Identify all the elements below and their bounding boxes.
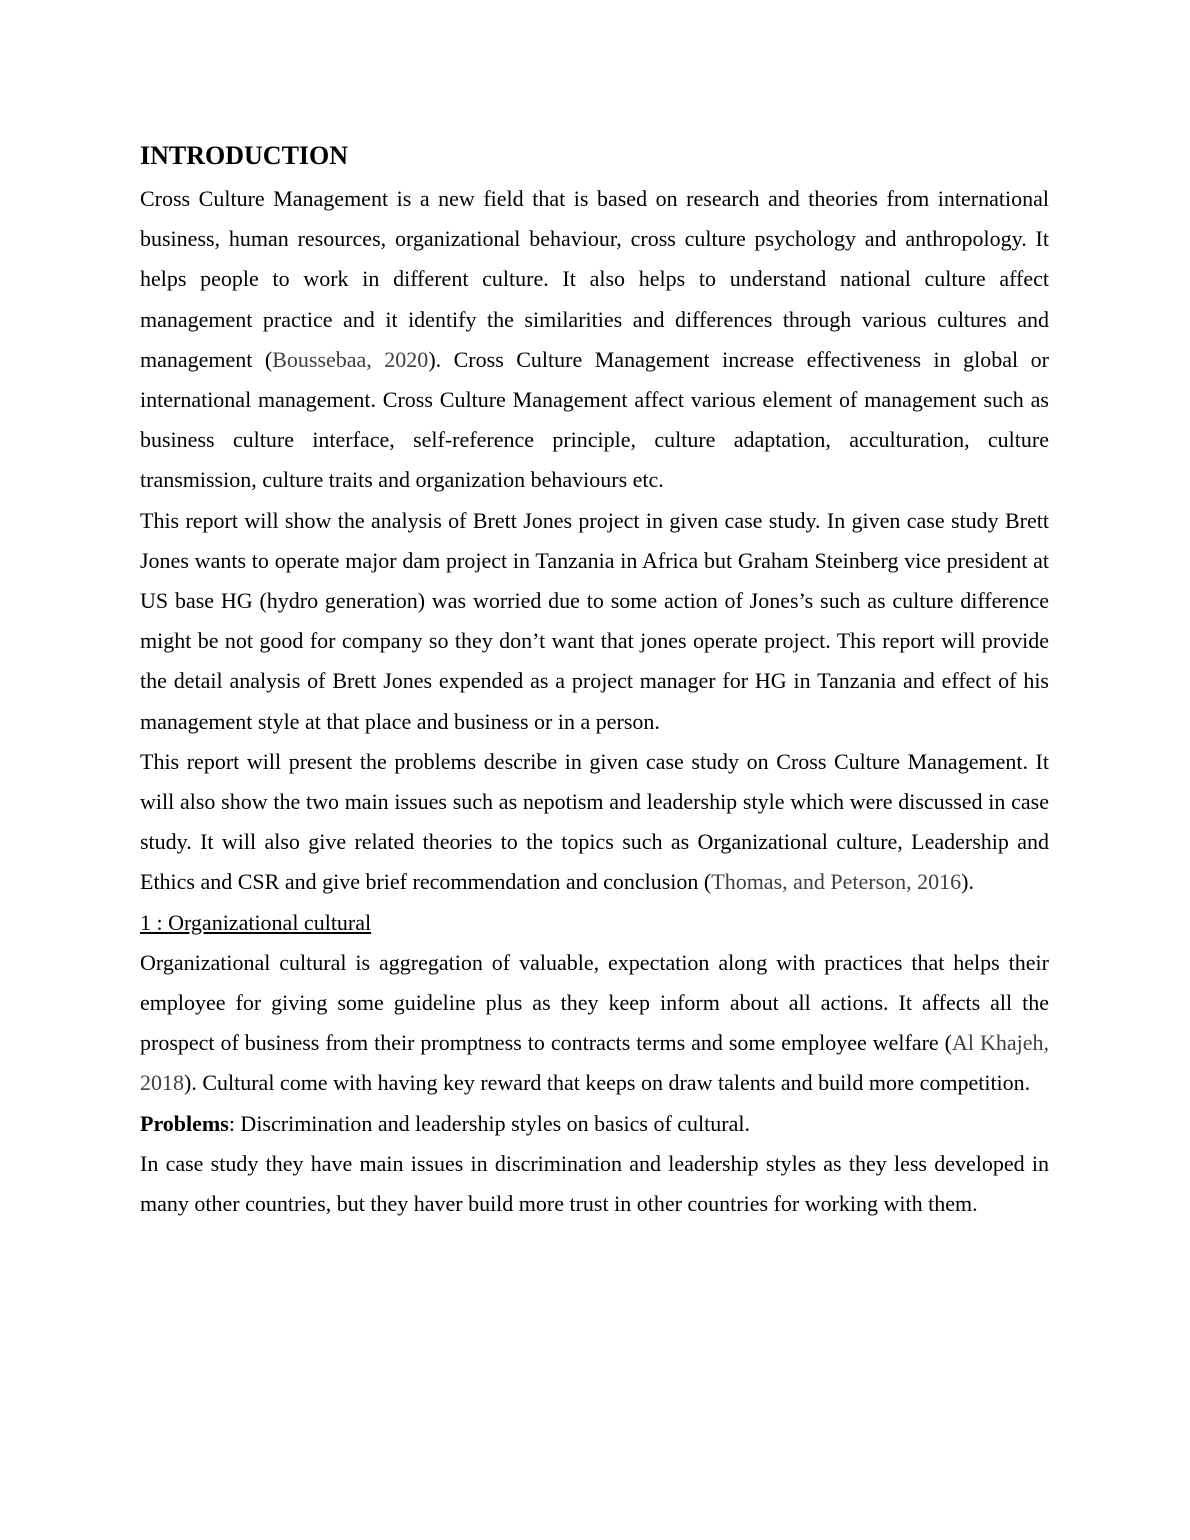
intro-p3-text-a: This report will present the problems describe in given case study on Cross Culture Management. It will also show the two main issues such as nepotism and leadership style which were discussed in case study. It will also give related theories to the topics such as Organizational culture, Leadership and Ethics and CSR and give brief recommendation and conclusion ( bbox=[140, 748, 1049, 895]
intro-paragraph-2: This report will show the analysis of Brett Jones project in given case study. In given case study Brett Jones wants to operate major dam project in Tanzania in Africa but Graham Steinberg vice president at US base HG (hydro generation) was worried due to some action of Jones’s such as culture difference might be not good for company so they don’t want that jones operate project. This report will provide the detail analysis of Brett Jones expended as a project manager for HG in Tanzania and effect of his management style at that place and business or in a person. bbox=[140, 507, 1049, 734]
section-1-p1-text-b: ). Cultural come with having key reward that keeps on draw talents and build more competition. bbox=[184, 1070, 1031, 1096]
intro-p1-text-a: Cross Culture Management is a new field that is based on research and theories from international business, human resources, organizational behaviour, cross culture psychology and anthropology. It helps people to work in different culture. It also helps to understand national culture affect management practice and it identify the similarities and differences through various cultures and management ( bbox=[140, 186, 1049, 372]
intro-paragraph-1 bbox=[140, 179, 1049, 501]
problems-line bbox=[140, 1104, 1049, 1144]
problems-text: : Discrimination and leadership styles on basics of cultural. bbox=[228, 1110, 750, 1136]
section-1-paragraph-2: In case study they have main issues in discrimination and leadership styles as they less developed in many other countries, but they haver build more trust in other countries for working with them. bbox=[140, 1150, 1049, 1217]
problems-label: Problems bbox=[140, 1110, 229, 1136]
citation-al-khajeh: Al Khajeh, 2018 bbox=[140, 1030, 1050, 1096]
intro-paragraph-3 bbox=[140, 742, 1049, 903]
document-page bbox=[140, 138, 1049, 1224]
introduction-heading: INTRODUCTION bbox=[140, 141, 349, 170]
section-1-p1-text-a: Organizational cultural is aggregation of valuable, expectation along with practices that helps their employee for giving some guideline plus as they keep inform about all actions. It affects all the prospect of business from their promptness to contracts terms and some employee welfare ( bbox=[140, 949, 1049, 1056]
section-1-heading-text: 1 : Organizational cultural bbox=[140, 909, 372, 935]
intro-p3-text-b: ). bbox=[961, 869, 974, 895]
section-1-heading bbox=[140, 903, 1049, 943]
citation-boussebaa: Boussebaa, 2020 bbox=[272, 346, 429, 372]
section-1-paragraph-1 bbox=[140, 943, 1049, 1104]
citation-thomas-peterson: Thomas, and Peterson, 2016 bbox=[711, 869, 962, 895]
intro-p1-text-b: ). Cross Culture Management increase effectiveness in global or international management. Cross Culture Management affect various element of management such as business culture interface, self-reference principle, culture adaptation, acculturation, culture transmission, culture traits and organization behaviours etc. bbox=[140, 346, 1049, 493]
